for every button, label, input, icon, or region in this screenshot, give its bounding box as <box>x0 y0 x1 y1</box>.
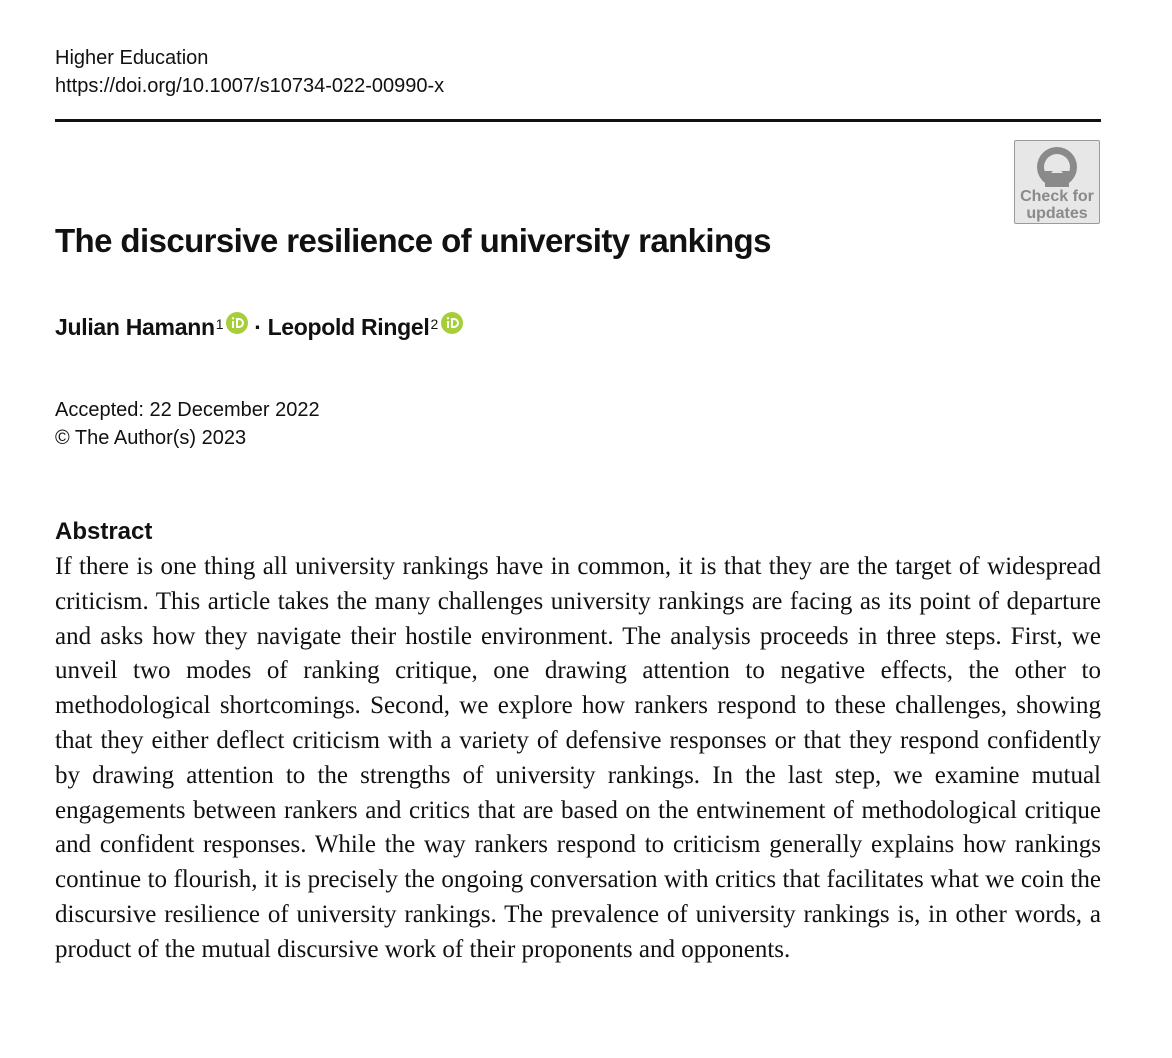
badge-text <box>1015 188 1099 222</box>
author-name[interactable]: Julian Hamann <box>55 314 215 340</box>
author-affiliation: 2 <box>430 315 438 332</box>
check-for-updates-icon <box>1035 145 1079 189</box>
accepted-date: Accepted: 22 December 2022 <box>55 399 320 421</box>
badge-line-1: Check for <box>1020 188 1094 205</box>
orcid-icon[interactable] <box>226 312 248 334</box>
journal-header <box>55 44 444 100</box>
copyright-notice: © The Author(s) 2023 <box>55 427 247 449</box>
author-name[interactable]: Leopold Ringel <box>267 314 430 340</box>
author-list <box>55 314 463 341</box>
abstract-text: If there is one thing all university rankings have in common, it is that they are the target of widespread criticism. This article takes the many challenges university rankings are facing as its point of departure and asks how they navigate their hostile environment. The analysis proceeds in three steps. First, we unveil two modes of ranking critique, one drawing attention to negative effects, the other to methodological shortcomings. Second, we explore how rankers respond to these challenges, showing that they either deflect criticism with a variety of defensive responses or that they respond confidently by drawing attention to the strengths of university rankings. In the last step, we examine mutual engagements between rankers and critics that are based on the entwinement of methodological critique and confident responses. While the way rankers respond to criticism generally explains how rankings continue to flourish, it is precisely the ongoing conversation with critics that facilitates what we coin the discursive resilience of university rankings. The prevalence of university rankings is, in other words, a product of the mutual discursive work of their proponents and opponents. <box>55 553 1101 963</box>
check-for-updates-badge[interactable] <box>1014 140 1100 224</box>
article-title: The discursive resilience of university rankings <box>55 222 771 259</box>
orcid-icon[interactable] <box>441 312 463 334</box>
doi-link[interactable]: https://doi.org/10.1007/s10734-022-00990-x <box>55 75 445 97</box>
author-affiliation: 1 <box>215 315 224 332</box>
badge-line-2: updates <box>1026 205 1088 222</box>
article-meta <box>55 396 320 452</box>
header-rule <box>55 119 1101 122</box>
author-separator: · <box>254 314 262 340</box>
journal-name: Higher Education <box>55 47 209 69</box>
abstract-heading: Abstract <box>55 518 153 545</box>
